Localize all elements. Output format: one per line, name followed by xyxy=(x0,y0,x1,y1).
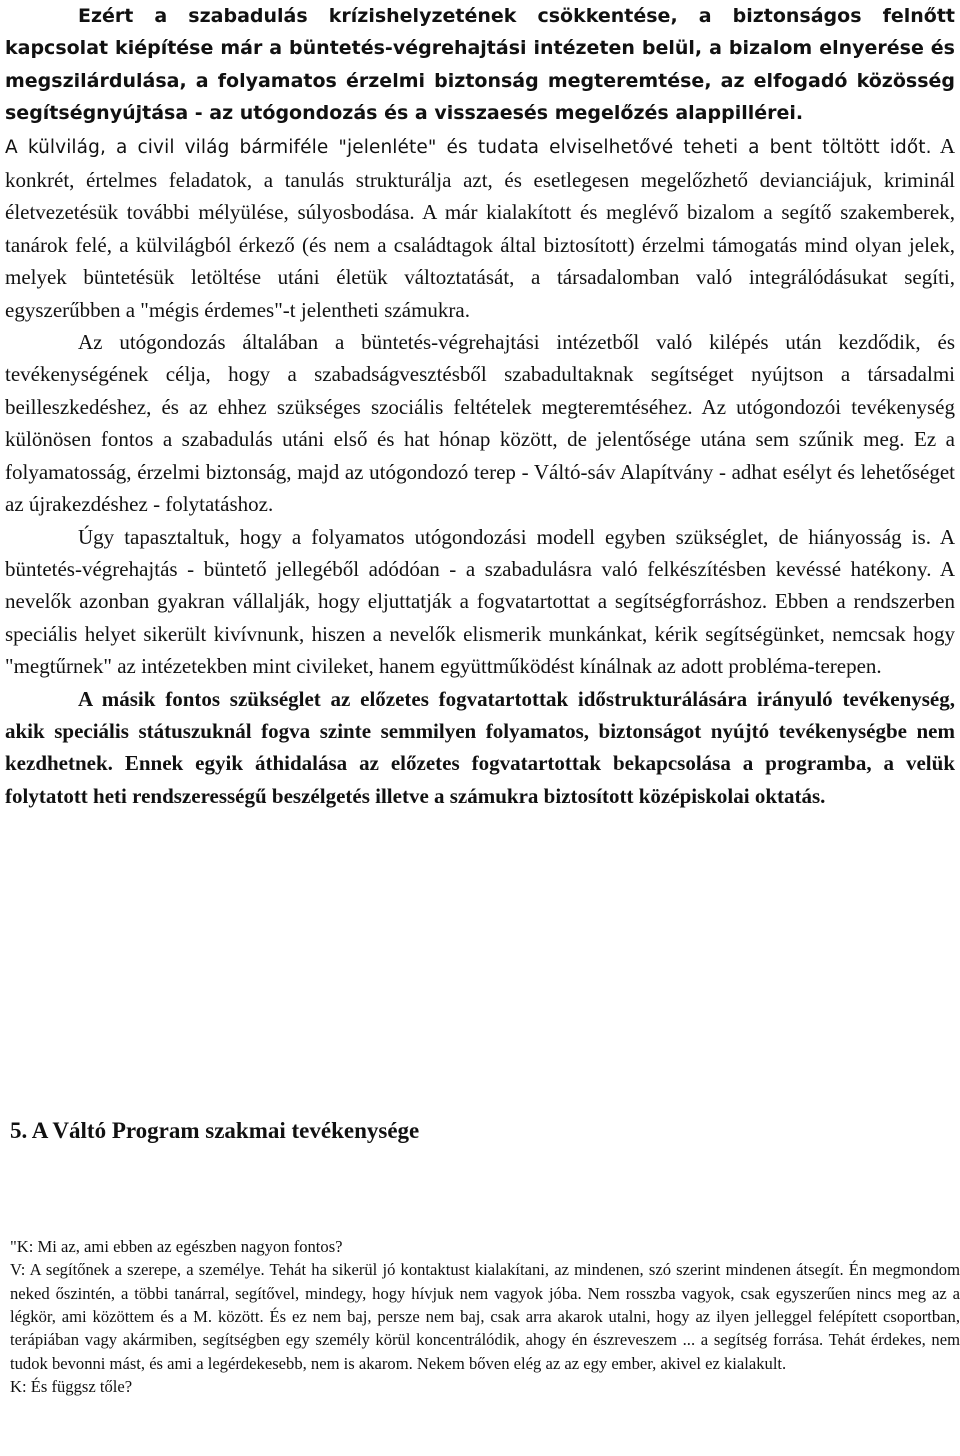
paragraph-aftercare: Az utógondozás általában a büntetés-végrehajtási intézetből való kilépés után kezdődik, és tevékenységének célja, hogy a szabadságvesztésből szabadultaknak segítséget nyújtson a társadalmi beilleszkedéshez, és az ehhez szükséges szociális feltételek megteremtéséhez. Az utógondozói tevékenység különösen fontos a szabadulás utáni első és hat hónap között, de jelentősége utána sem szűnik meg. Ez a folyamatosság, érzelmi biztonság, majd az utógondozó terep - Váltó-sáv Alapítvány - adhat esélyt és lehetőséget az újrakezdéshez - folytatáshoz. xyxy=(5,330,955,517)
interview-question-2: K: És függsz tőle? xyxy=(10,1377,133,1397)
paragraph-outside-world-body: A konkrét, értelmes feladatok, a tanulás strukturálja azt, és esetlegesen megelőzhető devianciájuk, kriminál életvezetésük további mélyülése, súlyosbodása. A már kialakított és meglévő bizalom a segítő szakemberek, tanárok felé, a külvilágból érkező (és nem a családtagok által biztosított) érzelmi támogatás mind olyan jelek, melyek büntetésük letöltése utáni életük változtatását, a társadalomban való integrálódásukat segíti, egyszerűbben a "mégis érdemes"-t jelentheti számukra. xyxy=(5,133,955,322)
paragraph-pretrial-detainees: A másik fontos szükséglet az előzetes fogvatartottak időstrukturálására irányuló tevékenység, akik speciális státuszuknál fogva szinte semmilyen folyamatos, biztonságot nyújtó tevékenységbe nem kezdhetnek. Ennek egyik áthidalása az előzetes fogvatartottak bekapcsolása a programba, a velük folytatott heti rendszerességű beszélgetés illetve a számukra biztosított középiskolai oktatás. xyxy=(5,686,955,808)
paragraph-outside-world-lead: A külvilág, a civil világ bármiféle "jelenléte" és tudata elviselhetővé teheti a bent töltött időt. xyxy=(5,136,932,158)
paragraph-intro: Ezért a szabadulás krízishelyzetének csökkentése, a biztonságos felnőtt kapcsolat kiépítése már a büntetés-végrehajtási intézeten belül, a bizalom elnyerése és megszilárdulása, a folyamatos érzelmi biztonság megteremtése, az elfogadó közösség segítségnyújtása - az utógondozás és a visszaesés megelőzés alappillérei. xyxy=(5,5,955,125)
section-heading: 5. A Váltó Program szakmai tevékenysége xyxy=(10,1118,420,1143)
interview-answer-1: V: A segítőnek a szerepe, a személye. Tehát ha sikerül jó kontaktust kialakítani, az mindenen, szó szerint mindenen átsegít. Én megmondom neked őszintén, a többi tanárral, segítővel, mindegy, hogy hívjuk nem vagyok jóba. Nem rosszba vagyok, csak egyszerűen nincs meg az a légkör, ami közöttem és a M. között. És ez nem baj, persze nem baj, csak arra akarok utalni, hogy az ilyen jelleggel felépített csoportban, terápiában vagy akármiben, segítségben egy személy körül koncentrálódik, ahogy én észreveszem ... a segítség forrása. Tehát érdekes, nem tudok bevonni mást, és ami a legérdekesebb, nem is akarom. Nekem bőven elég az az egy ember, akivel ez kialakult. xyxy=(10,1260,960,1373)
paragraph-outside-world xyxy=(5,130,955,326)
interview-question-1: "K: Mi az, ami ebben az egészben nagyon fontos? xyxy=(10,1237,343,1256)
paragraph-experience: Úgy tapasztaltuk, hogy a folyamatos utógondozási modell egyben szükséglet, de hiányosság is. A büntetés-végrehajtás - büntető jellegéből adódóan - a szabadulásra való felkészítésben kevéssé hatékony. A nevelők azonban gyakran vállalják, hogy eljuttatják a fogvatartottat a segítségforráshoz. Ebben a rendszerben speciális helyet sikerült kivívnunk, hiszen a nevelők elismerik munkánkat, kérik segítségünket, nemcsak hogy "megtűrnek" az intézetekben mint civileket, hanem együttműködést kínálnak az adott probléma-terepen. xyxy=(5,524,955,679)
document-body xyxy=(5,0,955,812)
interview-excerpt xyxy=(10,1235,960,1398)
